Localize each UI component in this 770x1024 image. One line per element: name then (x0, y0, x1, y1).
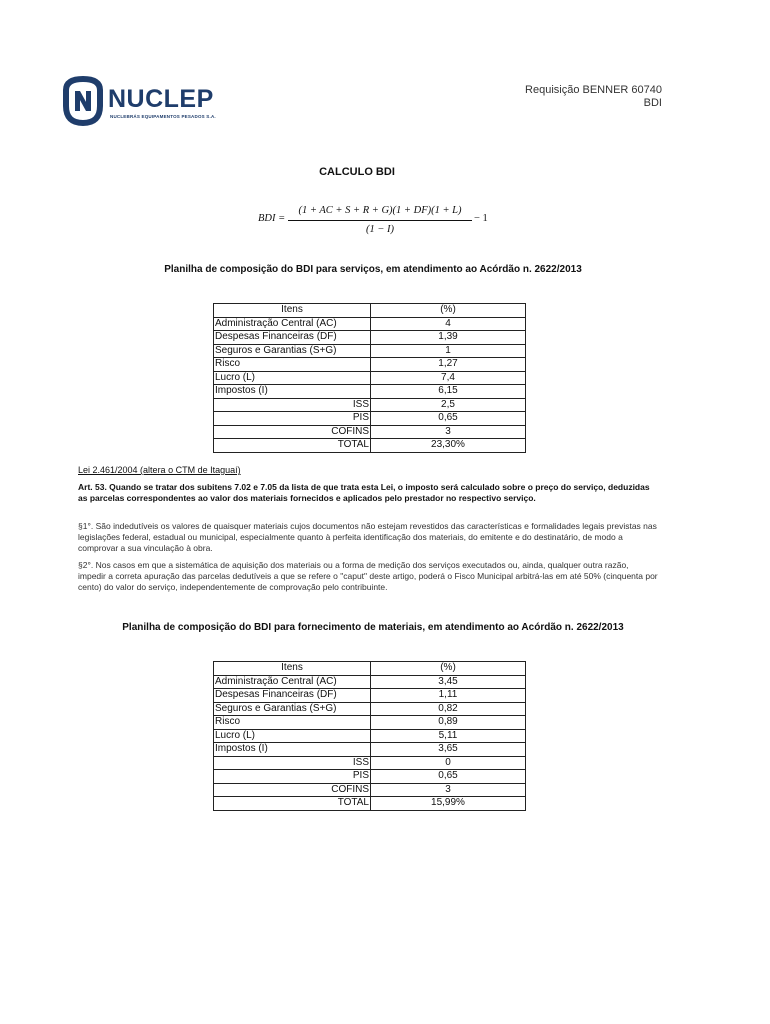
table-row (214, 425, 526, 439)
item-cell: Administração Central (AC) (214, 317, 371, 331)
item-cell: Risco (214, 716, 371, 730)
table-row (214, 743, 526, 757)
value-cell: 0,89 (371, 716, 526, 730)
table-row (214, 783, 526, 797)
section-title-materials: Planilha de composição do BDI para fornecimento de materiais, em atendimento ao Acórdão n. 2622/2013 (122, 622, 624, 633)
subitem-cell: PIS (214, 412, 371, 426)
value-cell: 3 (371, 783, 526, 797)
formula-tail: − 1 (474, 213, 488, 224)
bdi-table-services (213, 303, 526, 453)
value-cell: 0,82 (371, 702, 526, 716)
formula-numerator: (1 + AC + S + R + G)(1 + DF)(1 + L) (298, 205, 462, 216)
table-row (214, 317, 526, 331)
value-cell: 1,27 (371, 358, 526, 372)
item-cell: Seguros e Garantias (S+G) (214, 702, 371, 716)
table-row (214, 358, 526, 372)
item-cell: Despesas Financeiras (DF) (214, 331, 371, 345)
value-cell: 3,65 (371, 743, 526, 757)
bdi-formula (258, 202, 498, 242)
value-cell: 0 (371, 756, 526, 770)
table-row (214, 770, 526, 784)
formula-fraction-bar (288, 220, 472, 221)
value-cell: 7,4 (371, 371, 526, 385)
table-row (214, 716, 526, 730)
item-cell: Administração Central (AC) (214, 675, 371, 689)
header-cell: (%) (371, 662, 526, 676)
section-title-services: Planilha de composição do BDI para serviços, em atendimento ao Acórdão n. 2622/2013 (164, 264, 582, 275)
table-row (214, 344, 526, 358)
law-paragraph-1: §1°. São indedutíveis os valores de quaisquer materiais cujos documentos não estejam revestidos das características e formalidades legais previstas nas legislações federal, estadual ou municipal, especialmente quanto à perfeita identificação dos materiais, do emitente e do destinatário, de modo a comprovar a sua vinculação à obra. (78, 521, 657, 553)
logo-subtitle: NUCLEBRÁS EQUIPAMENTOS PESADOS S.A. (110, 114, 216, 119)
table-row (214, 729, 526, 743)
request-reference (525, 84, 662, 110)
law-title: Lei 2.461/2004 (altera o CTM de Itaguaí) (78, 465, 241, 475)
table-header-row (214, 662, 526, 676)
table-row (214, 331, 526, 345)
subitem-cell: COFINS (214, 783, 371, 797)
value-cell: 0,65 (371, 412, 526, 426)
item-cell: Impostos (I) (214, 385, 371, 399)
request-line: Requisição BENNER 60740 (525, 84, 662, 96)
item-cell: Despesas Financeiras (DF) (214, 689, 371, 703)
item-cell: Lucro (L) (214, 371, 371, 385)
subitem-cell: ISS (214, 756, 371, 770)
value-cell: 6,15 (371, 385, 526, 399)
total-value-cell: 15,99% (371, 797, 526, 811)
item-cell: Risco (214, 358, 371, 372)
nuclep-emblem-icon (62, 76, 104, 126)
table-row (214, 689, 526, 703)
table-row (214, 675, 526, 689)
table-row (214, 371, 526, 385)
table-total-row (214, 439, 526, 453)
value-cell: 1 (371, 344, 526, 358)
total-label-cell: TOTAL (214, 797, 371, 811)
value-cell: 2,5 (371, 398, 526, 412)
request-sub: BDI (643, 97, 662, 109)
table-total-row (214, 797, 526, 811)
formula-lhs: BDI = (258, 213, 286, 224)
bdi-table-materials (213, 661, 526, 811)
table-row (214, 398, 526, 412)
value-cell: 3 (371, 425, 526, 439)
value-cell: 4 (371, 317, 526, 331)
item-cell: Impostos (I) (214, 743, 371, 757)
formula-denominator: (1 − I) (365, 224, 395, 235)
table-row (214, 756, 526, 770)
value-cell: 3,45 (371, 675, 526, 689)
nuclep-logo (62, 74, 262, 130)
value-cell: 0,65 (371, 770, 526, 784)
value-cell: 1,11 (371, 689, 526, 703)
subitem-cell: PIS (214, 770, 371, 784)
value-cell: 1,39 (371, 331, 526, 345)
subitem-cell: ISS (214, 398, 371, 412)
table-row (214, 702, 526, 716)
calc-title: CALCULO BDI (319, 166, 395, 178)
total-label-cell: TOTAL (214, 439, 371, 453)
total-value-cell: 23,30% (371, 439, 526, 453)
value-cell: 5,11 (371, 729, 526, 743)
table-header-row (214, 304, 526, 318)
law-article: Art. 53. Quando se tratar dos subitens 7.02 e 7.05 da lista de que trata esta Lei, o imposto será calculado sobre o preço do serviço, deduzidas as parcelas correspondentes ao valor dos materiais fornecidos e aplicados pelo prestador no respectivo serviço. (78, 482, 650, 503)
table-row (214, 385, 526, 399)
subitem-cell: COFINS (214, 425, 371, 439)
header-cell: (%) (371, 304, 526, 318)
table-row (214, 412, 526, 426)
header-cell: Itens (214, 304, 371, 318)
logo-text: NUCLEP (108, 85, 214, 113)
law-paragraph-2: §2°. Nos casos em que a sistemática de aquisição dos materiais ou a forma de medição dos serviços executados ou, ainda, qualquer outra razão, impedir a correta apuração das parcelas dedutíveis a que se refere o "caput" deste artigo, poderá o Fisco Municipal arbitrá-las em até 50% (cinquenta por cento) do valor do serviço, independentemente de comprovação pelo contribuinte. (78, 560, 658, 592)
item-cell: Seguros e Garantias (S+G) (214, 344, 371, 358)
item-cell: Lucro (L) (214, 729, 371, 743)
header-cell: Itens (214, 662, 371, 676)
